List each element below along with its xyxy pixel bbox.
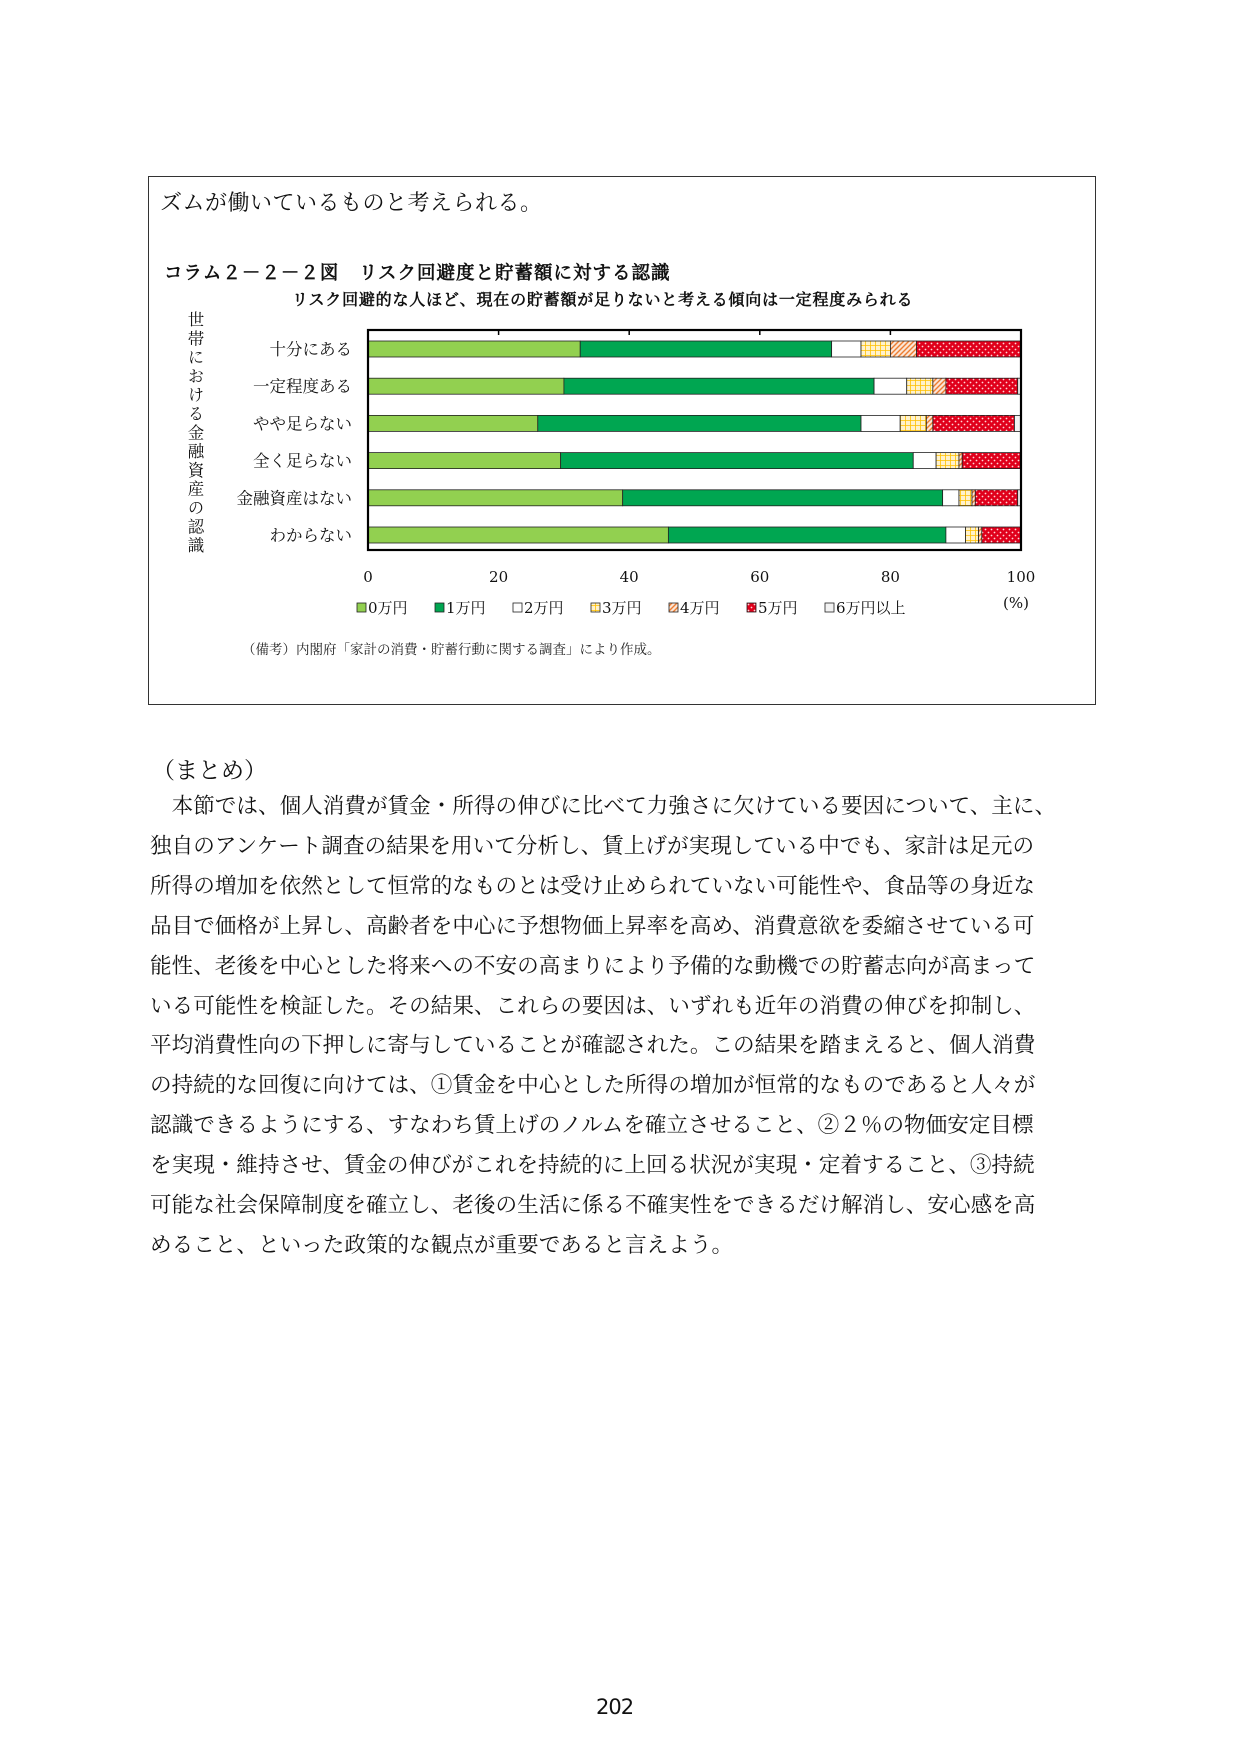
legend-label: 3万円 bbox=[602, 599, 642, 617]
x-tick-label: 100 bbox=[1006, 568, 1036, 586]
bar-segment bbox=[900, 415, 926, 431]
summary-line: 平均消費性向の下押しに寄与していることが確認された。この結果を踏まえると、個人消費 bbox=[150, 1033, 1036, 1059]
category-label: 全く足らない bbox=[253, 451, 352, 471]
bar-segment bbox=[959, 453, 962, 469]
bar-segment bbox=[832, 341, 861, 357]
x-tick-label: 20 bbox=[489, 568, 509, 586]
bar-segment bbox=[933, 378, 946, 394]
figure-subtitle: リスク回避的な人ほど、現在の貯蓄額が足りないと考える傾向は一定程度みられる bbox=[292, 290, 914, 309]
legend-label: 2万円 bbox=[524, 599, 564, 617]
vertical-axis-label: 世帯における金融資産の認識 bbox=[185, 311, 204, 556]
legend-swatch bbox=[513, 603, 522, 612]
bar-segment bbox=[972, 490, 975, 506]
x-tick-label: 80 bbox=[880, 568, 900, 586]
legend-swatch bbox=[357, 603, 366, 612]
bar-segment bbox=[564, 378, 874, 394]
summary-line: 品目で価格が上昇し、高齢者を中心に予想物価上昇率を高め、消費意欲を委縮させている可 bbox=[150, 913, 1035, 939]
legend-swatch bbox=[747, 603, 756, 612]
bar-segment bbox=[962, 453, 1021, 469]
summary-line: めること、といった政策的な観点が重要であると言えよう。 bbox=[150, 1232, 734, 1258]
legend-swatch bbox=[669, 603, 678, 612]
legend-label: 5万円 bbox=[758, 599, 798, 617]
bar-segment bbox=[975, 490, 1017, 506]
bar-segment bbox=[580, 341, 831, 357]
legend-label: 1万円 bbox=[446, 599, 486, 617]
bar-segment bbox=[623, 490, 943, 506]
bar-segment bbox=[890, 341, 916, 357]
figure-title: コラム２－２－２図 リスク回避度と貯蓄額に対する認識 bbox=[164, 263, 671, 284]
source-note: （備考）内閣府「家計の消費・貯蓄行動に関する調査」により作成。 bbox=[242, 642, 661, 658]
bar-segment bbox=[959, 490, 972, 506]
box-continuation-text: ズムが働いているものと考えられる。 bbox=[160, 191, 543, 216]
page-number: 202 bbox=[596, 1695, 634, 1719]
legend-swatch bbox=[825, 603, 834, 612]
summary-line: を実現・維持させ、賃金の伸びがこれを持続的に上回る状況が実現・定着すること、③持続 bbox=[150, 1153, 1035, 1179]
bar-segment bbox=[933, 415, 1015, 431]
bar-segment bbox=[368, 415, 538, 431]
x-tick-label: 60 bbox=[750, 568, 770, 586]
bar-segment bbox=[668, 527, 946, 543]
legend-label: 6万円以上 bbox=[836, 599, 906, 617]
bar-segment bbox=[943, 490, 959, 506]
bar-segment bbox=[368, 453, 561, 469]
category-label: わからない bbox=[269, 526, 352, 545]
legend-swatch bbox=[435, 603, 444, 612]
legend-swatch bbox=[591, 603, 600, 612]
x-tick-label: 40 bbox=[619, 568, 639, 586]
category-label: 一定程度ある bbox=[253, 377, 352, 397]
bar-segment bbox=[368, 341, 580, 357]
bar-segment bbox=[907, 378, 933, 394]
bar-segment bbox=[946, 527, 966, 543]
bar-segment bbox=[538, 415, 861, 431]
legend-label: 4万円 bbox=[680, 599, 720, 617]
legend-label: 0万円 bbox=[368, 599, 408, 617]
summary-line: 所得の増加を依然として恒常的なものとは受け止められていない可能性や、食品等の身近な bbox=[150, 873, 1035, 899]
summary-line: いる可能性を検証した。その結果、これらの要因は、いずれも近年の消費の伸びを抑制し、 bbox=[150, 993, 1036, 1019]
bar-segment bbox=[861, 341, 890, 357]
category-label: 金融資産はない bbox=[236, 488, 352, 508]
bar-segment bbox=[936, 453, 959, 469]
stacked-bar-chart bbox=[0, 0, 1241, 720]
bar-segment bbox=[368, 378, 564, 394]
summary-line: 本節では、個人消費が賃金・所得の伸びに比べて力強さに欠けている要因について、主に、 bbox=[150, 794, 1057, 819]
bar-segment bbox=[926, 415, 933, 431]
plot-frame bbox=[368, 330, 1021, 550]
bar-segment bbox=[368, 527, 668, 543]
x-tick-label: 0 bbox=[363, 568, 373, 586]
summary-line: 可能な社会保障制度を確立し、老後の生活に係る不確実性をできるだけ解消し、安心感を高 bbox=[150, 1193, 1036, 1219]
category-label: やや足らない bbox=[253, 414, 352, 434]
bar-segment bbox=[917, 341, 1021, 357]
bar-segment bbox=[979, 527, 982, 543]
bar-segment bbox=[913, 453, 936, 469]
x-unit-label: (%) bbox=[1003, 594, 1029, 612]
bar-segment bbox=[861, 415, 900, 431]
bar-segment bbox=[946, 378, 1018, 394]
summary-line: 能性、老後を中心とした将来への不安の高まりにより予備的な動機での貯蓄志向が高まって bbox=[150, 953, 1036, 979]
bar-segment bbox=[874, 378, 907, 394]
summary-line: の持続的な回復に向けては、①賃金を中心とした所得の増加が恒常的なものであると人々が bbox=[150, 1073, 1036, 1099]
summary-heading: （まとめ） bbox=[152, 758, 267, 784]
summary-line: 認識できるようにする、すなわち賃上げのノルムを確立させること、②２％の物価安定目標 bbox=[150, 1113, 1034, 1139]
category-label: 十分にある bbox=[269, 340, 352, 359]
bar-segment bbox=[561, 453, 914, 469]
bar-segment bbox=[982, 527, 1021, 543]
bar-segment bbox=[965, 527, 978, 543]
summary-line: 独自のアンケート調査の結果を用いて分析し、賃上げが実現している中でも、家計は足元の bbox=[150, 833, 1035, 859]
summary-body bbox=[150, 787, 1102, 1266]
bar-segment bbox=[368, 490, 623, 506]
